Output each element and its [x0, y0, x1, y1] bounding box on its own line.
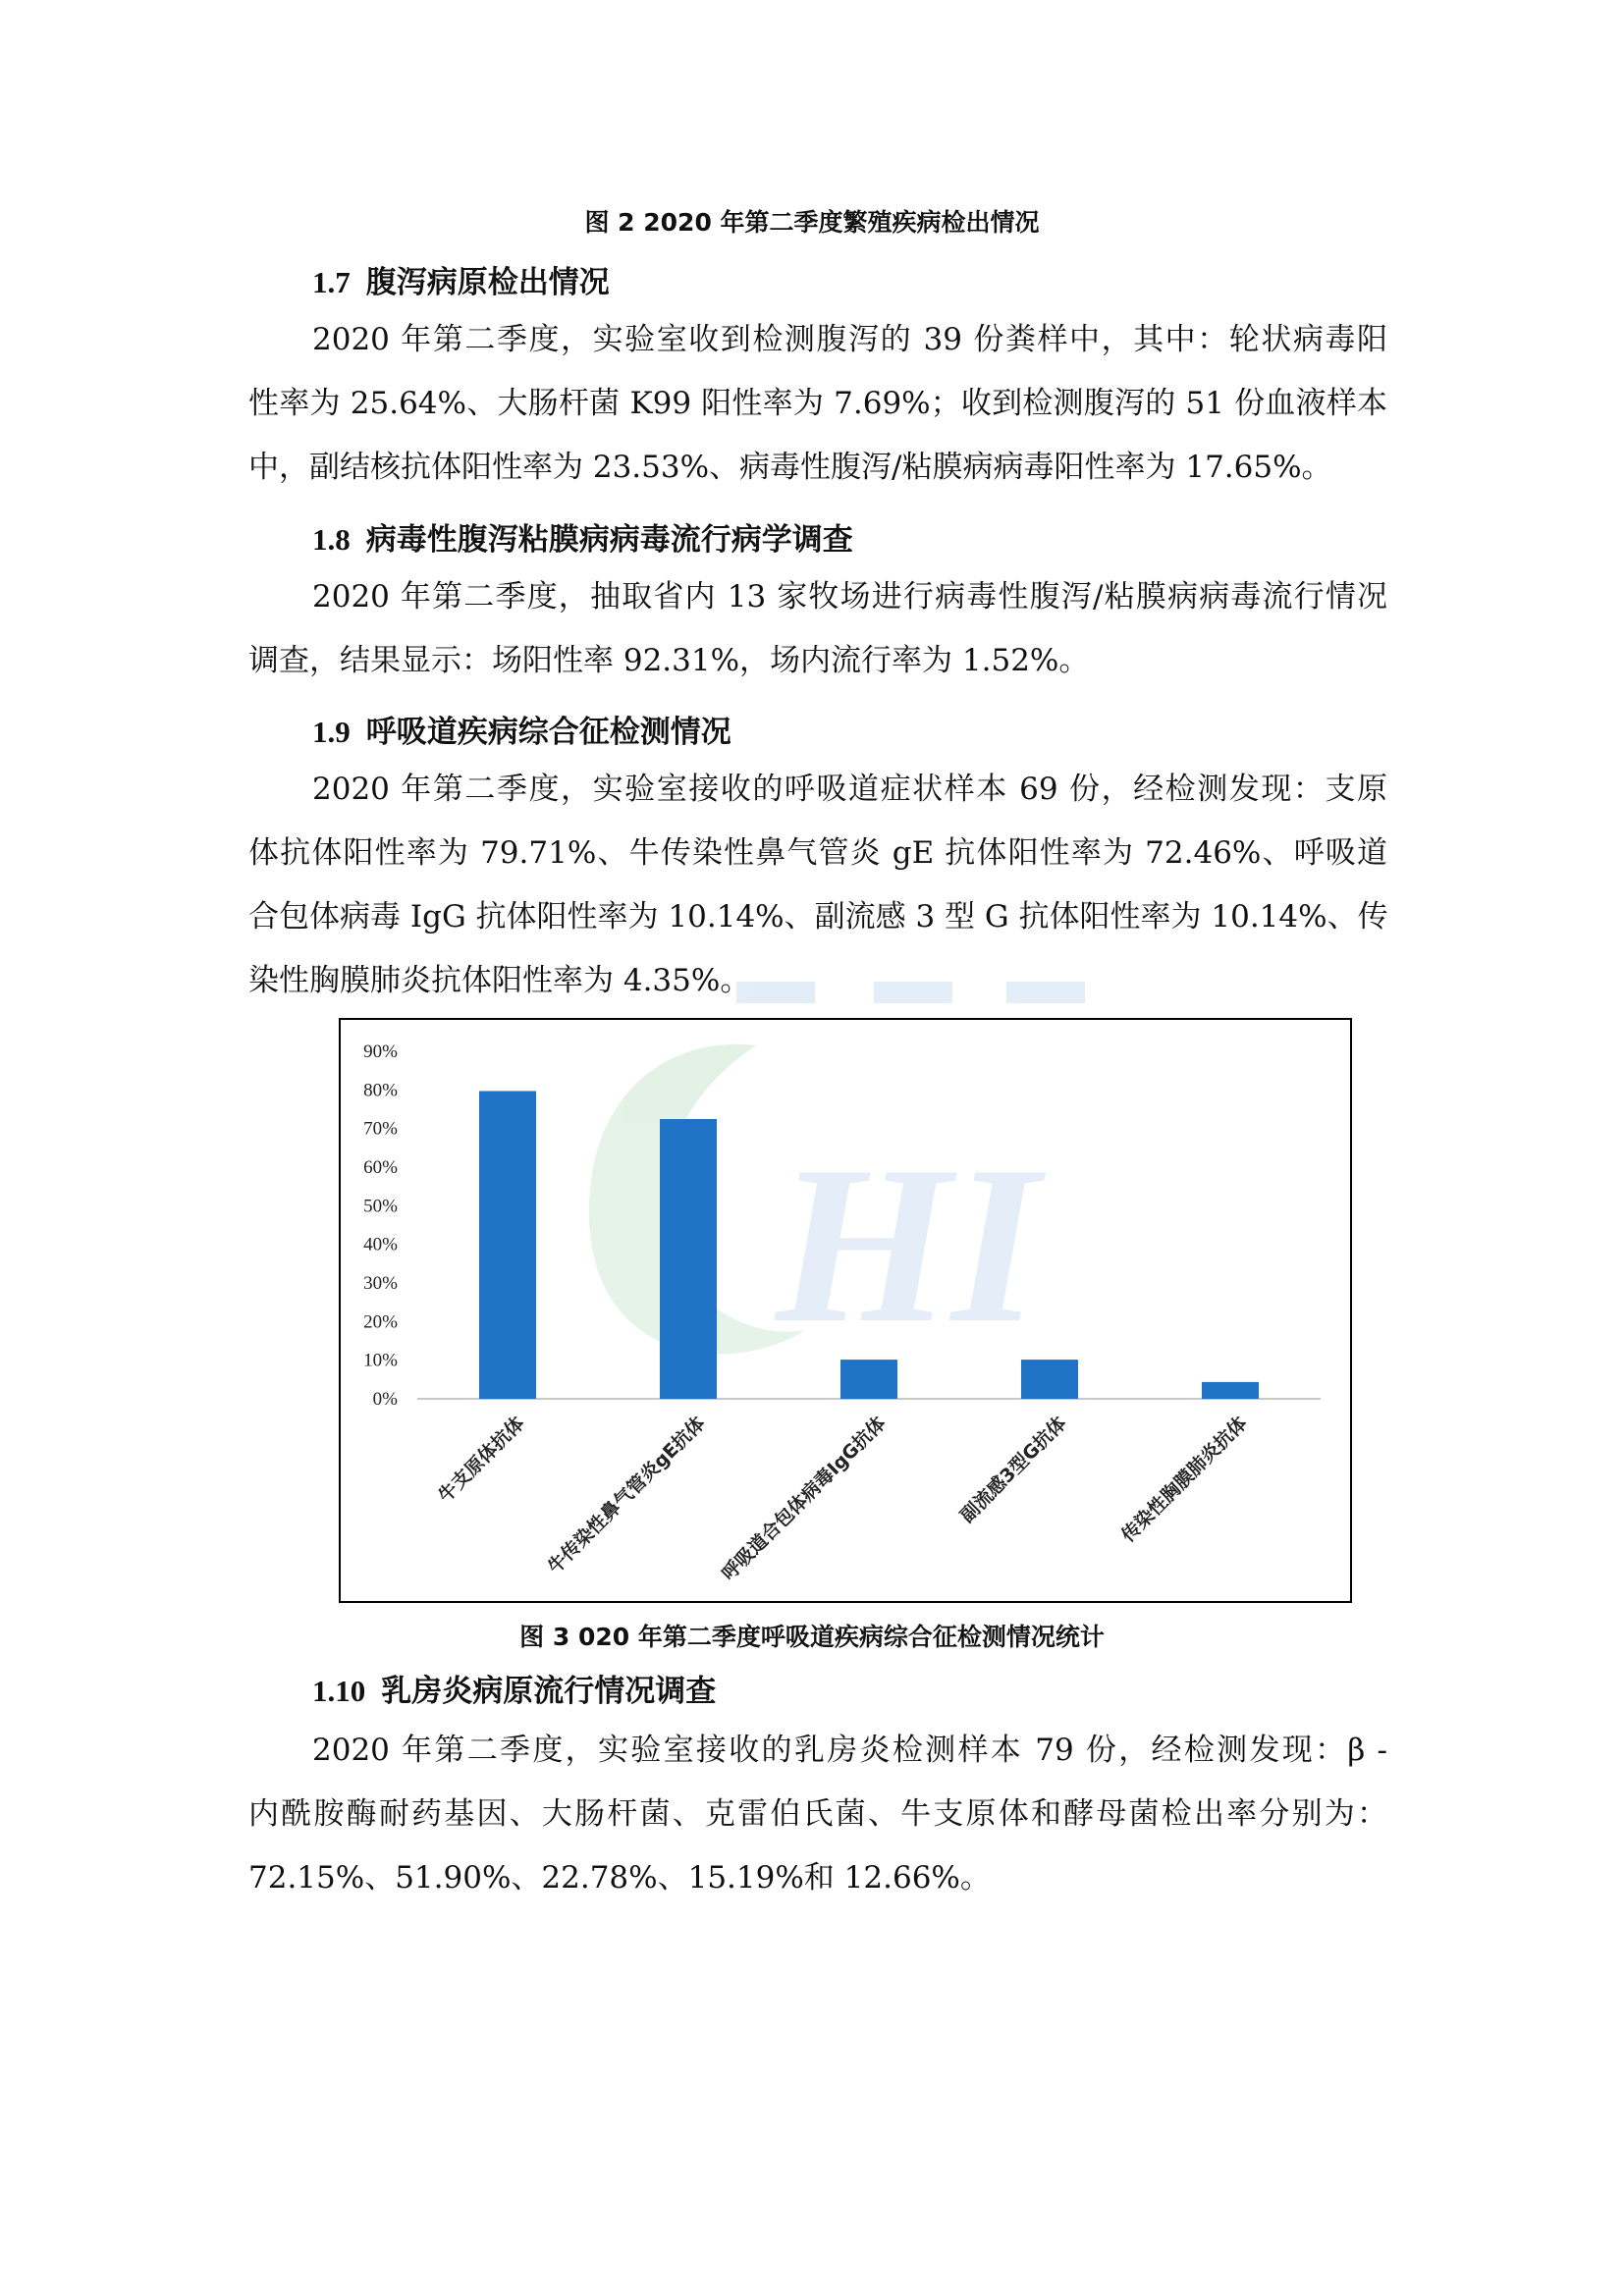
- paragraph-line: 2020 年第二季度，抽取省内 13 家牧场进行病毒性腹泻/粘膜病病毒流行情况: [312, 579, 1387, 614]
- section-1-10-heading: [312, 1666, 716, 1710]
- figure-3-caption: 图 3 020 年第二季度呼吸道疾病综合征检测情况统计: [519, 1623, 1105, 1651]
- section-number: 1.9: [312, 715, 351, 749]
- paragraph-line: 2020 年第二季度，实验室收到检测腹泻的 39 份粪样中，其中：轮状病毒阳: [312, 322, 1387, 357]
- paragraph-line: 72.15%、51.90%、22.78%、15.19%和 12.66%。: [248, 1860, 991, 1896]
- paragraph-line: 体抗体阳性率为 79.71%、牛传染性鼻气管炎 gE 抗体阳性率为 72.46%、呼吸道: [248, 835, 1387, 871]
- y-tick-label: 0%: [372, 1389, 398, 1410]
- bar: [1021, 1360, 1078, 1399]
- bar: [660, 1119, 717, 1399]
- x-tick-label: 牛传染性鼻气管炎gE抗体: [543, 1412, 710, 1578]
- x-tick-label: 副流感3型G抗体: [955, 1412, 1071, 1527]
- y-tick-label: 10%: [363, 1350, 398, 1371]
- bar: [479, 1091, 536, 1399]
- section-1-8-heading: [312, 514, 853, 559]
- section-number: 1.7: [312, 265, 351, 299]
- y-tick-label: 70%: [363, 1118, 398, 1140]
- paragraph-line: 调查，结果显示：场阳性率 92.31%，场内流行率为 1.52%。: [248, 643, 1090, 678]
- section-number: 1.8: [312, 522, 351, 557]
- y-tick-label: 20%: [363, 1311, 398, 1333]
- paragraph-line: 性率为 25.64%、大肠杆菌 K99 阳性率为 7.69%；收到检测腹泻的 51 份血液样本: [248, 386, 1387, 421]
- bar: [840, 1360, 897, 1399]
- paragraph-line: 2020 年第二季度，实验室接收的乳房炎检测样本 79 份，经检测发现：β -: [312, 1733, 1387, 1768]
- y-tick-label: 30%: [363, 1273, 398, 1294]
- paragraph-line: 染性胸膜肺炎抗体阳性率为 4.35%。: [248, 963, 751, 998]
- paragraph-line: 2020 年第二季度，实验室接收的呼吸道症状样本 69 份，经检测发现：支原: [312, 772, 1387, 807]
- paragraph-line: 内酰胺酶耐药基因、大肠杆菌、克雷伯氏菌、牛支原体和酵母菌检出率分别为：: [248, 1796, 1387, 1832]
- paragraph-line: 合包体病毒 IgG 抗体阳性率为 10.14%、副流感 3 型 G 抗体阳性率为 10.14%、传: [248, 899, 1388, 934]
- section-title: 呼吸道疾病综合征检测情况: [365, 715, 731, 750]
- y-tick-label: 40%: [363, 1234, 398, 1255]
- section-title: 乳房炎病原流行情况调查: [381, 1674, 717, 1709]
- section-title: 腹泻病原检出情况: [365, 265, 610, 300]
- paragraph-line: 中，副结核抗体阳性率为 23.53%、病毒性腹泻/粘膜病病毒阳性率为 17.65%。: [248, 450, 1332, 485]
- x-tick-label: 传染性胸膜肺炎抗体: [1117, 1412, 1252, 1547]
- section-title: 病毒性腹泻粘膜病病毒流行病学调查: [365, 522, 853, 558]
- y-tick-label: 90%: [363, 1041, 398, 1062]
- figure-2-caption: 图 2 2020 年第二季度繁殖疾病检出情况: [584, 208, 1040, 237]
- section-1-7-heading: [312, 257, 610, 301]
- x-tick-label: 牛支原体抗体: [434, 1412, 529, 1508]
- x-tick-label: 呼吸道合包体病毒IgG抗体: [717, 1412, 891, 1585]
- watermark-text: HI: [776, 1119, 1040, 1369]
- y-tick-label: 80%: [363, 1080, 398, 1101]
- bar-chart: [339, 1018, 1352, 1603]
- section-1-9-heading: [312, 707, 731, 751]
- y-tick-label: 60%: [363, 1157, 398, 1178]
- bar: [1202, 1382, 1259, 1399]
- section-number: 1.10: [312, 1674, 366, 1708]
- y-tick-label: 50%: [363, 1196, 398, 1217]
